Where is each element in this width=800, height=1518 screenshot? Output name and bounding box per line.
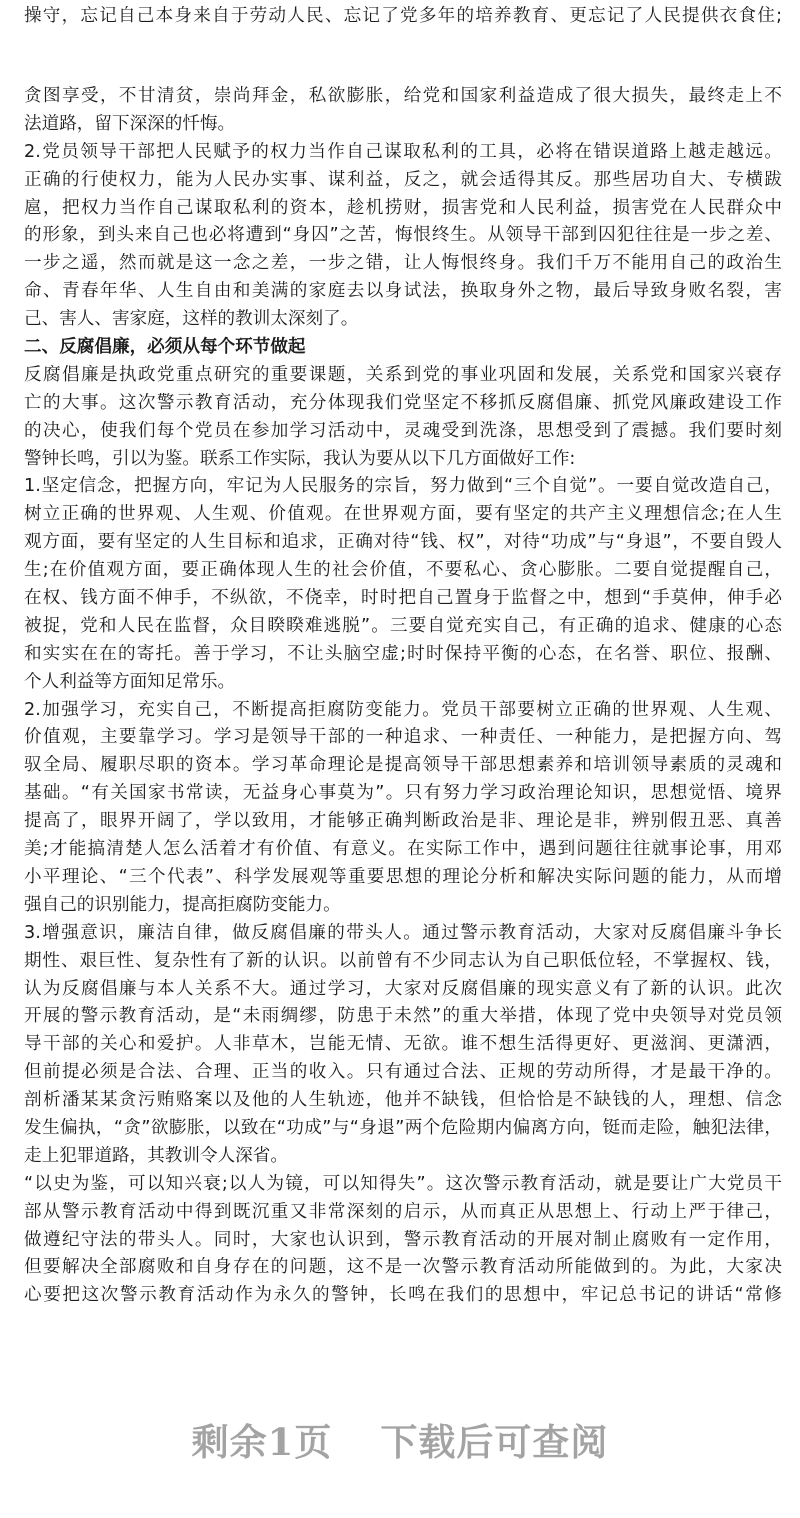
paragraph — [24, 697, 782, 920]
text-line: 走上犯罪道路，其教训令人深省。 — [24, 1145, 288, 1166]
page-top-text — [24, 3, 782, 31]
text-line: 警钟长鸣，引以为鉴。联系工作实际，我认为要从以下几方面做好工作: — [24, 448, 576, 469]
paragraph — [24, 920, 782, 1171]
remaining-pages-label: 剩余1页 — [191, 1420, 333, 1464]
text-line: 操守，忘记自己本身来自于劳动人民、忘记了党多年的培养教育、更忘记了人民提供衣食住; — [24, 6, 782, 26]
text-line: 一步之遥，然而就是这一念之差，一步之错，让人悔恨终身。我们千万不能用自己的政治生 — [24, 253, 782, 274]
text-line: 被捉，党和人民在监督，众目睽睽难逃脱”。三要自觉充实自己，有正确的追求、健康的心态 — [24, 615, 782, 636]
text-line: 强自己的识别能力，提高拒腐防变能力。 — [24, 894, 341, 915]
text-line: 的决心，使我们每个党员在参加学习活动中，灵魂受到洗涤，思想受到了震撼。我们要时刻 — [24, 420, 782, 441]
text-line: 但前提必须是合法、合理、正当的收入。只有通过合法、正规的劳动所得，才是最干净的。 — [24, 1062, 782, 1083]
text-line: 反腐倡廉是执政党重点研究的重要课题，关系到党的事业巩固和发展，关系党和国家兴衰存 — [24, 364, 782, 385]
download-to-view-label[interactable]: 下载后可查阅 — [380, 1420, 609, 1464]
text-line: 驭全局、履职尽职的资本。学习革命理论是提高领导干部思想素养和培训领导素质的灵魂和 — [24, 755, 782, 776]
text-line: 在权、钱方面不伸手，不纵欲，不侥幸，时时把自己置身于监督之中，想到“手莫伸，伸手必 — [24, 588, 782, 609]
heading-text: 二、反腐倡廉，必须从每个环节做起 — [24, 337, 306, 358]
text-line: 1.坚定信念，把握方向，牢记为人民服务的宗旨，努力做到“三个自觉”。一要自觉改造自己， — [24, 476, 782, 497]
paragraph — [24, 362, 782, 474]
text-line: 己、害人、害家庭，这样的教训太深刻了。 — [24, 309, 359, 330]
text-line: 但要解决全部腐败和自身存在的问题，这不是一次警示教育活动所能做到的。为此，大家决 — [24, 1257, 782, 1278]
text-line: 价值观，主要靠学习。学习是领导干部的一种追求、一种责任、一种能力，是把握方向、驾 — [24, 727, 782, 748]
text-line: 亡的大事。这次警示教育活动，充分体现我们党坚定不移抓反腐倡廉、抓党风廉政建设工作 — [24, 392, 782, 413]
paragraph — [24, 473, 782, 696]
text-line: 小平理论、“三个代表”、科学发展观等重要思想的理论分析和解决实际问题的能力，从而增 — [24, 866, 782, 887]
text-line: 个人利益等方面知足常乐。 — [24, 671, 236, 692]
text-line: 心要把这次警示教育活动作为永久的警钟，长鸣在我们的思想中，牢记总书记的讲话“常修 — [24, 1285, 782, 1306]
paragraph — [24, 1171, 782, 1310]
text-line: 发生偏执，“贪”欲膨胀，以致在“功成”与“身退”两个危险期内偏离方向，铤而走险，触犯法律， — [24, 1117, 782, 1138]
paragraph — [24, 139, 782, 334]
text-line: 的形象，到头来自己也必将遭到“身囚”之苦，悔恨终生。从领导干部到囚犯往往是一步之差、 — [24, 225, 782, 246]
text-line: 美;才能搞清楚人怎么活着才有价值、有意义。在实际工作中，遇到问题往往就事论事，用邓 — [24, 839, 782, 860]
text-line: 期性、艰巨性、复杂性有了新的认识。以前曾有不少同志认为自己职低位轻，不掌握权、钱， — [24, 950, 782, 971]
text-line: 扈，把权力当作自己谋取私利的资本，趁机捞财，损害党和人民利益，损害党在人民群众中 — [24, 197, 782, 218]
text-line: 开展的警示教育活动，是“未雨绸缪，防患于未然”的重大举措，体现了党中央领导对党员领 — [24, 1006, 782, 1027]
text-line: 2.加强学习，充实自己，不断提高拒腐防变能力。党员干部要树立正确的世界观、人生观、 — [24, 699, 782, 720]
text-line: 导干部的关心和爱护。人非草木，岂能无情、无欲。谁不想生活得更好、更滋润、更潇洒， — [24, 1034, 782, 1055]
document-body — [24, 83, 782, 1310]
text-line: 做遵纪守法的带头人。同时，大家也认识到，警示教育活动的开展对制止腐败有一定作用， — [24, 1229, 782, 1250]
text-line: 和实实在在的寄托。善于学习，不让头脑空虚;时时保持平衡的心态，在名誉、职位、报酬、 — [24, 643, 782, 664]
text-line: 贪图享受，不甘清贫，崇尚拜金，私欲膨胀，给党和国家利益造成了很大损失，最终走上不 — [24, 86, 782, 106]
text-line: 提高了，眼界开阔了，学以致用，才能够正确判断政治是非、理论是非，辨别假丑恶、真善 — [24, 811, 782, 832]
text-line: 命、青春年华、人生自由和美满的家庭去以身试法，换取身外之物，最后导致身败名裂，害 — [24, 281, 782, 302]
section-heading — [24, 334, 782, 362]
text-line: 正确的行使权力，能为人民办实事、谋利益，反之，就会适得其反。那些居功自大、专横跋 — [24, 169, 782, 190]
text-line: 部从警示教育活动中得到既沉重又非常深刻的启示，从而真正从思想上、行动上严于律己， — [24, 1201, 782, 1222]
download-prompt[interactable] — [0, 1412, 800, 1466]
paragraph — [24, 83, 782, 139]
text-line: 基础。“有关国家书常读，无益身心事莫为”。只有努力学习政治理论知识，思想觉悟、境界 — [24, 783, 782, 804]
text-line: 生;在价值观方面，要正确体现人生的社会价值，不要私心、贪心膨胀。二要自觉提醒自己， — [24, 560, 782, 581]
text-line: 法道路，留下深深的忏悔。 — [24, 113, 236, 134]
text-line: 剖析潘某某贪污贿赂案以及他的人生轨迹，他并不缺钱，但恰恰是不缺钱的人，理想、信念 — [24, 1090, 782, 1111]
text-line: 3.增强意识，廉洁自律，做反腐倡廉的带头人。通过警示教育活动，大家对反腐倡廉斗争长 — [24, 922, 782, 943]
text-line: 树立正确的世界观、人生观、价值观。在世界观方面，要有坚定的共产主义理想信念;在人生 — [24, 504, 782, 525]
text-line: 认为反腐倡廉与本人关系不大。通过学习，大家对反腐倡廉的现实意义有了新的认识。此次 — [24, 978, 782, 999]
text-line: 观方面，要有坚定的人生目标和追求，正确对待“钱、权”，对待“功成”与“身退”，不要自毁人 — [24, 532, 782, 553]
text-line: 2.党员领导干部把人民赋予的权力当作自己谋取私利的工具，必将在错误道路上越走越远。 — [24, 141, 782, 162]
text-line: “以史为鉴，可以知兴衰;以人为镜，可以知得失”。这次警示教育活动，就是要让广大党员干 — [24, 1173, 782, 1194]
